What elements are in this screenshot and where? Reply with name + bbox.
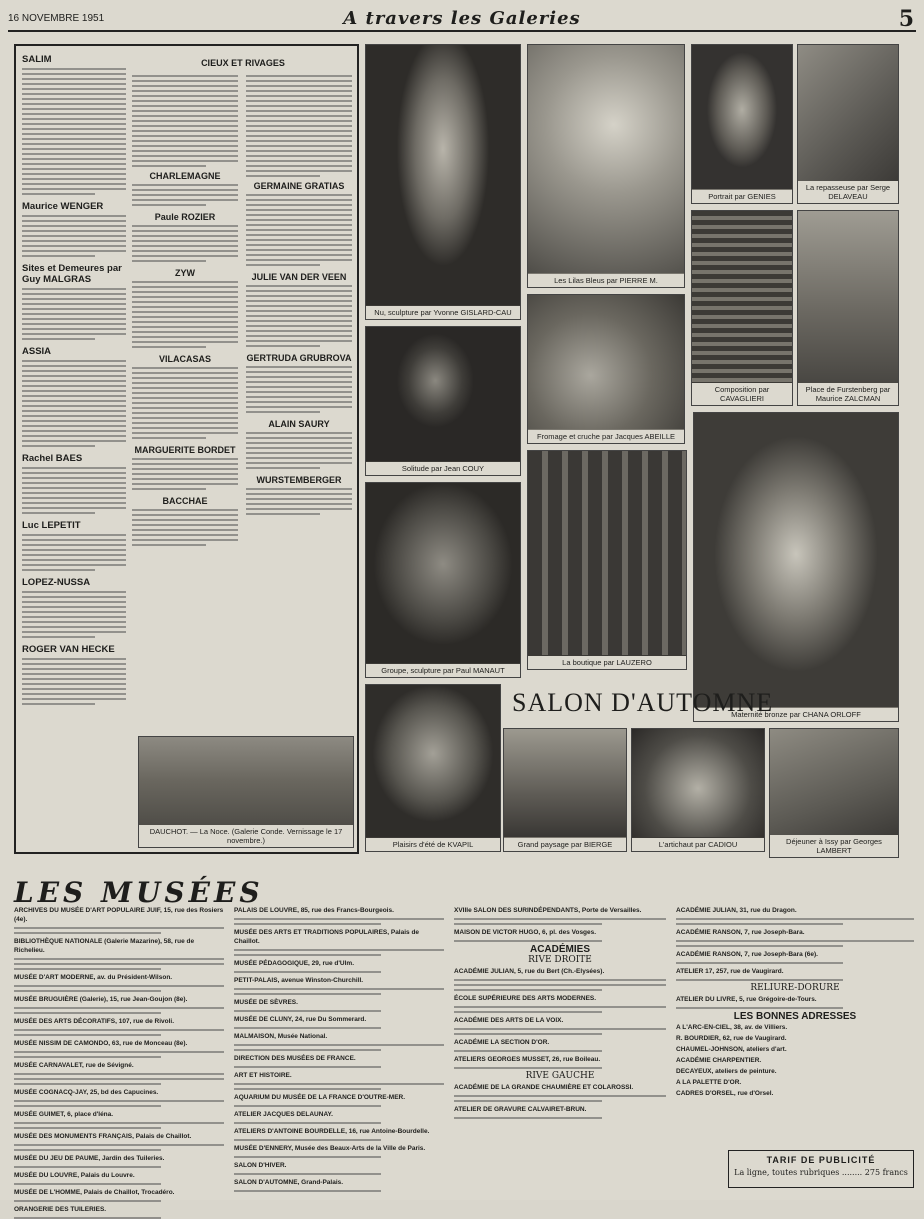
rive-gauche-title: RIVE GAUCHE [525,1071,595,1081]
reliure-title: RELIURE-DORURE [750,983,840,993]
photo-caption: Déjeuner à Issy par Georges LAMBERT [770,835,898,857]
musee-entry: MUSÉE DU LOUVRE, Palais du Louvre. [14,1171,224,1185]
critiques-column-left [22,54,126,846]
photo-plaisirs-ete [365,684,501,852]
musee-entry: AQUARIUM DU MUSÉE DE LA FRANCE D'OUTRE-MER. [234,1093,444,1107]
critique-entry [132,496,238,546]
musee-entry: SALON D'HIVER. [234,1161,444,1175]
photo-caption: Plaisirs d'été de KVAPIL [366,838,500,851]
musee-entry: MUSÉE DE CLUNY, 24, rue Du Sommerard. [234,1015,444,1029]
critique-entry [246,419,352,469]
academie-entry: ACADÉMIE RANSON, 7, rue Joseph-Bara. [676,928,914,947]
photo-caption: DAUCHOT. — La Noce. (Galerie Conde. Vernissage le 17 novembre.) [139,825,353,847]
musee-entry: PALAIS DE LOUVRE, 85, rue des Francs-Bourgeois. [234,906,444,925]
critique-heading: Maurice WENGER [22,201,104,212]
critique-heading: JULIE VAN DER VEEN [251,272,347,282]
adresse-entry: A LA PALETTE D'OR. [676,1079,742,1086]
musee-entry: MUSÉE D'ART MODERNE, av. du Président-Wilson. [14,973,224,992]
critique-heading: Sites et Demeures par Guy MALGRAS [22,263,122,285]
page-number: 5 [898,6,914,32]
critique-entry [22,520,126,571]
musees-title: LES MUSÉES [14,876,264,909]
musee-entry: XVIIIe SALON DES SURINDÉPENDANTS, Porte de Versailles. [454,906,666,925]
reliure-entry: ATELIER DU LIVRE, 5, rue Grégoire-de-Tours. [676,995,914,1009]
critique-entry [132,354,238,439]
photo-dejeuner-issy [769,728,899,858]
critique-heading: LOPEZ-NUSSA [22,577,91,588]
photo-caption: La boutique par LAUZERO [528,656,686,669]
photo-caption: Grand paysage par BIERGE [504,838,626,851]
academie-entry: ATELIER 17, 257, rue de Vaugirard. [676,967,914,981]
critique-entry [22,644,126,705]
tarif-publicite-box [728,1150,914,1188]
musee-entry: MUSÉE DU JEU DE PAUME, Jardin des Tuileries. [14,1154,224,1168]
adresse-entry: CADRES D'ORSEL, rue d'Orsel. [676,1090,774,1097]
critique-entry [246,181,352,266]
musee-entry: PETIT-PALAIS, avenue Winston-Churchill. [234,976,444,995]
academie-entry: ACADÉMIE JULIAN, 5, rue du Bert (Ch.-Elysées). [454,967,666,991]
photo-artichaut [631,728,765,852]
musee-entry: MUSÉE BRUGUIÈRE (Galerie), 15, rue Jean-Goujon (8e). [14,995,224,1014]
rive-droite-title: RIVE DROITE [528,955,592,965]
musee-entry: MAISON DE VICTOR HUGO, 6, pl. des Vosges. [454,928,666,942]
critiques-column-right [132,54,354,846]
critiques-box [14,44,359,854]
photo-solitude [365,326,521,476]
critique-entry [132,445,238,490]
academie-entry: ACADÉMIE JULIAN, 31, rue du Dragon. [676,906,914,925]
critique-heading: CHARLEMAGNE [149,171,221,181]
adresse-entry: A L'ARC-EN-CIEL, 38, av. de Villiers. [676,1024,788,1031]
salon-automne-title: SALON D'AUTOMNE [512,688,774,717]
critique-heading: GERTRUDA GRUBROVA [246,353,352,363]
academie-entry: ACADÉMIE DES ARTS DE LA VOIX. [454,1016,666,1035]
musee-entry: MUSÉE NISSIM DE CAMONDO, 63, rue de Monceau (8e). [14,1039,224,1058]
adresse-entry: DECAYEUX, ateliers de peinture. [676,1068,777,1075]
photo-groupe-sculpture [365,482,521,678]
critique-heading: Paule ROZIER [154,212,216,222]
critique-heading: Rachel BAES [22,453,83,464]
photo-nu-sculpture [365,44,521,320]
adresse-entry: R. BOURDIER, 62, rue de Vaugirard. [676,1035,787,1042]
musee-entry: MUSÉE DES MONUMENTS FRANÇAIS, Palais de Chaillot. [14,1132,224,1151]
critique-entry [132,171,238,206]
critique-entry [22,577,126,638]
critique-entry [22,453,126,514]
musees-column-1 [14,906,224,1213]
musee-entry: ART ET HISTOIRE. [234,1071,444,1090]
academie-entry: ÉCOLE SUPÉRIEURE DES ARTS MODERNES. [454,994,666,1013]
critique-heading: GERMAINE GRATIAS [253,181,345,191]
critique-entry [22,54,126,195]
photo-caption: Maternité bronze par CHANA ORLOFF [694,708,898,721]
critique-entry [246,272,352,347]
critique-heading: ROGER VAN HECKE [22,644,115,655]
musee-entry: BIBLIOTHÈQUE NATIONALE (Galerie Mazarine), 58, rue de Richelieu. [14,937,224,970]
photo-maternite-bronze [693,412,899,722]
photo-caption: Portrait par GENIES [692,190,792,203]
photo-repasseuse [797,44,899,204]
critique-heading: ZYW [175,268,195,278]
photo-portrait-genies [691,44,793,204]
musee-entry: SALON D'AUTOMNE, Grand-Palais. [234,1178,444,1192]
musee-entry: ATELIERS D'ANTOINE BOURDELLE, 16, rue Antoine-Bourdelle. [234,1127,444,1141]
critique-heading: VILACASAS [158,354,211,364]
musee-entry: DIRECTION DES MUSÉES DE FRANCE. [234,1054,444,1068]
photo-composition-cavaglieri [691,210,793,406]
musees-column-3 [454,906,666,1190]
musee-entry: MUSÉE COGNACQ-JAY, 25, bd des Capucines. [14,1088,224,1107]
critique-entry [132,268,238,348]
critique-heading: ALAIN SAURY [268,419,330,429]
photo-caption: Nu, sculpture par Yvonne GISLARD-CAU [366,306,520,319]
tarif-line: La ligne, toutes rubriques ........ 275 francs [734,1168,908,1177]
adresse-entry: ACADÉMIE CHARPENTIER. [676,1057,762,1064]
academie-entry: ACADÉMIE LA SECTION D'OR. [454,1038,666,1052]
photo-caption: Place de Furstenberg par Maurice ZALCMAN [798,383,898,405]
bonnes-adresses-title: LES BONNES ADRESSES [733,1011,857,1022]
musee-entry: MALMAISON, Musée National. [234,1032,444,1051]
critique-entry [246,353,352,413]
critique-entry [22,263,126,340]
musee-entry: ORANGERIE DES TUILERIES. [14,1205,224,1219]
musees-column-2 [234,906,444,1190]
academie-entry: ATELIERS GEORGES MUSSET, 26, rue Boileau. [454,1055,666,1069]
academie-entry: ATELIER DE GRAVURE CALVAIRET-BRUN. [454,1105,666,1119]
photo-grand-paysage [503,728,627,852]
photo-fromage-cruche [527,294,685,444]
critique-heading: Luc LEPETIT [22,520,81,531]
critique-heading: SALIM [22,54,52,65]
critique-heading: ASSIA [22,346,52,357]
photo-place-furstenberg [797,210,899,406]
critique-heading: MARGUERITE BORDET [134,445,236,455]
critiques-subcolumn-a [132,72,238,552]
academies-title: ACADÉMIES [529,944,590,955]
photo-caption: La repasseuse par Serge DELAVEAU [798,181,898,203]
photo-caption: Composition par CAVAGLIERI [692,383,792,405]
photo-caption: Les Lilas Bleus par PIERRE M. [528,274,684,287]
musees-column-4 [676,906,914,1146]
musee-entry: MUSÉE DES ARTS ET TRADITIONS POPULAIRES, Palais de Chaillot. [234,928,444,956]
critique-heading: BACCHAE [162,496,208,506]
musee-entry: MUSÉE GUIMET, 6, place d'Iéna. [14,1110,224,1129]
photo-boutique [527,450,687,670]
photo-caption: Groupe, sculpture par Paul MANAUT [366,664,520,677]
photo-caption: Solitude par Jean COUY [366,462,520,475]
academie-entry: ACADÉMIE DE LA GRANDE CHAUMIÈRE ET COLAROSSI. [454,1083,666,1102]
issue-date: 16 NOVEMBRE 1951 [8,13,105,24]
critique-entry [132,212,238,262]
page-header [8,6,916,32]
tarif-title: TARIF DE PUBLICITÉ [766,1155,876,1165]
musee-entry: MUSÉE D'ENNERY, Musée des Beaux-Arts de la Ville de Paris. [234,1144,444,1158]
photo-caption: L'artichaut par CADIOU [632,838,764,851]
critique-entry [22,201,126,257]
photo-lilas-bleus [527,44,685,288]
musee-entry: MUSÉE CARNAVALET, rue de Sévigné. [14,1061,224,1085]
critique-entry [246,475,352,515]
musee-entry: MUSÉE DES ARTS DÉCORATIFS, 107, rue de Rivoli. [14,1017,224,1036]
musee-entry: MUSÉE DE SÈVRES. [234,998,444,1012]
musee-entry: ARCHIVES DU MUSÉE D'ART POPULAIRE JUIF, 15, rue des Rosiers (4e). [14,906,224,934]
photo-caption: Fromage et cruche par Jacques ABEILLE [528,430,684,443]
musee-entry: MUSÉE DE L'HOMME, Palais de Chaillot, Trocadéro. [14,1188,224,1202]
musee-entry: MUSÉE PÉDAGOGIQUE, 29, rue d'Ulm. [234,959,444,973]
critique-heading: WURSTEMBERGER [256,475,342,485]
adresse-entry: CHAUMEL-JOHNSON, ateliers d'art. [676,1046,787,1053]
critique-entry [22,346,126,447]
critiques-subcolumn-b [246,72,352,521]
critique-heading: CIEUX ET RIVAGES [201,58,285,68]
musee-entry: ATELIER JACQUES DELAUNAY. [234,1110,444,1124]
academie-entry: ACADÉMIE RANSON, 7, rue Joseph-Bara (6e). [676,950,914,964]
photo-dauchot [138,736,354,848]
page-title: A travers les Galeries [343,8,581,29]
